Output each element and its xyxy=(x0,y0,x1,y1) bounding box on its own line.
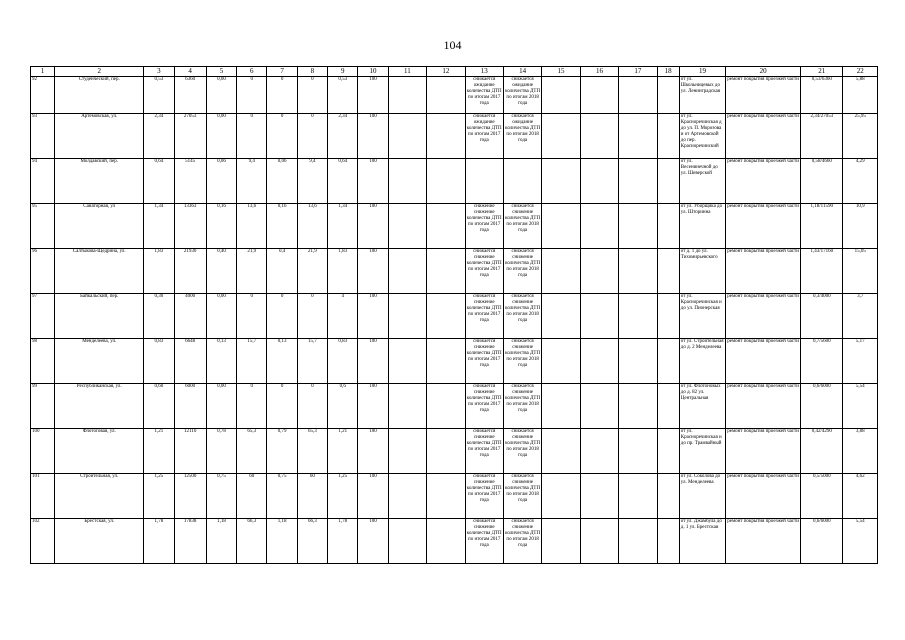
table-cell xyxy=(542,384,580,429)
table-cell: 100 xyxy=(358,249,388,294)
table-cell xyxy=(657,339,679,384)
table-cell xyxy=(619,474,657,519)
table-cell: 0,13 xyxy=(206,339,236,384)
table-cell: 0 xyxy=(237,114,267,159)
table-cell: 1,83 xyxy=(144,249,174,294)
table-cell xyxy=(619,204,657,249)
table-cell: 0,53 xyxy=(144,77,174,114)
table-cell: 0 xyxy=(297,294,327,339)
column-number-cell: 10 xyxy=(358,67,388,77)
table-cell: снижается снижение количества ДТП по итогам 2018 года xyxy=(503,384,541,429)
table-cell: 0,40 xyxy=(206,249,236,294)
table-cell: 100 xyxy=(358,474,388,519)
table-cell: 0,6 xyxy=(328,384,358,429)
table-cell xyxy=(388,429,426,474)
table-cell: 1,83 xyxy=(328,249,358,294)
table-cell: 101 xyxy=(31,474,55,519)
table-cell: 0 xyxy=(237,294,267,339)
table-cell: снижается ожидание количества ДТП по итогам 2018 года xyxy=(503,114,541,159)
table-cell xyxy=(542,204,580,249)
table-cell: 1,34 xyxy=(144,204,174,249)
table-cell: ремонт покрытия проезжей части xyxy=(726,114,801,159)
table-cell: 100 xyxy=(358,384,388,429)
table-cell xyxy=(388,159,426,204)
table-cell xyxy=(619,339,657,384)
table-cell: снижается снижение количества ДТП по итогам 2018 года xyxy=(503,249,541,294)
table-cell: ремонт покрытия проезжей части xyxy=(726,474,801,519)
table-cell: 98 xyxy=(31,339,55,384)
table-cell xyxy=(388,294,426,339)
table-cell xyxy=(619,159,657,204)
table-cell: от ул. Красноречинская д до ул. П. Морозова и от Артемовской до пер. Красноречинский xyxy=(679,114,725,159)
table-cell xyxy=(427,249,465,294)
table-cell xyxy=(657,519,679,564)
table-row xyxy=(31,474,878,519)
table-row xyxy=(31,339,878,384)
table-cell: 100 xyxy=(358,159,388,204)
column-number-cell: 22 xyxy=(843,67,878,77)
table-cell: 3,7 xyxy=(843,294,878,339)
table-cell: 0,64 xyxy=(328,159,358,204)
table-cell: Строительная, ул. xyxy=(55,474,144,519)
table-cell: 21,9 xyxy=(237,249,267,294)
table-cell: 25,95 xyxy=(843,114,878,159)
table-cell: 0,53 xyxy=(328,77,358,114)
table-cell: 6000 xyxy=(174,384,206,429)
table-cell xyxy=(619,294,657,339)
table-cell xyxy=(580,519,618,564)
table-cell xyxy=(580,384,618,429)
column-number-cell: 11 xyxy=(388,67,426,77)
table-cell: 3,88 xyxy=(843,429,878,474)
table-cell: 4000 xyxy=(174,294,206,339)
table-cell: 2,34/27053 xyxy=(801,114,843,159)
table-cell: ремонт покрытия проезжей части xyxy=(726,384,801,429)
table-cell: 0 xyxy=(297,384,327,429)
table-cell: снижается ожидание количества ДТП по итогам 2018 года xyxy=(503,77,541,114)
table-cell: 0,75 xyxy=(267,474,297,519)
column-number-cell: 20 xyxy=(726,67,801,77)
column-number-cell: 6 xyxy=(237,67,267,77)
table-cell: ремонт покрытия проезжей части xyxy=(726,519,801,564)
table-cell: 0,60 xyxy=(144,384,174,429)
table-cell: ремонт покрытия проезжей части xyxy=(726,159,801,204)
road-repair-table xyxy=(30,66,878,564)
table-row xyxy=(31,519,878,564)
column-number-cell: 7 xyxy=(267,67,297,77)
column-number-cell: 13 xyxy=(465,67,503,77)
table-cell xyxy=(542,249,580,294)
table-row xyxy=(31,294,878,339)
table-cell: 0,3/4000 xyxy=(801,294,843,339)
table-cell: 0,6/6000 xyxy=(801,384,843,429)
table-cell: 0,75 xyxy=(206,474,236,519)
table-cell: от ул. Красноречинская и до пр. Трамвайный xyxy=(679,429,725,474)
column-number-cell: 5 xyxy=(206,67,236,77)
table-row xyxy=(31,249,878,294)
column-number-cell: 4 xyxy=(174,67,206,77)
table-cell xyxy=(657,294,679,339)
table-cell: Флотоговая, ул. xyxy=(55,429,144,474)
table-cell: 6648 xyxy=(174,339,206,384)
table-row xyxy=(31,429,878,474)
table-cell: 0,16 xyxy=(206,204,236,249)
table-cell xyxy=(657,249,679,294)
table-cell: 92 xyxy=(31,77,55,114)
table-cell: Молдавский, пер. xyxy=(55,159,144,204)
table-cell: 1,25 xyxy=(328,474,358,519)
table-cell: 0,30 xyxy=(144,294,174,339)
table-cell xyxy=(657,114,679,159)
table-cell: снижается снижение количества ДТП по итогам 2018 года xyxy=(503,429,541,474)
table-cell: 13,6 xyxy=(237,204,267,249)
table-cell xyxy=(388,384,426,429)
table-cell: 1,21 xyxy=(144,429,174,474)
table-cell: 0 xyxy=(297,114,327,159)
table-cell: 0,58/4660 xyxy=(801,159,843,204)
table-cell: 0,06 xyxy=(206,159,236,204)
table-row xyxy=(31,384,878,429)
table-cell: 100 xyxy=(358,114,388,159)
table-cell: 0,78 xyxy=(206,429,236,474)
column-number-cell: 19 xyxy=(679,67,725,77)
table-cell: ремонт покрытия проезжей части xyxy=(726,77,801,114)
table-cell xyxy=(542,114,580,159)
table-cell: 5,17 xyxy=(843,339,878,384)
table-cell: снижается снижение количества ДТП по итогам 2017 года xyxy=(465,294,503,339)
table-cell: 12500 xyxy=(174,474,206,519)
column-number-cell: 16 xyxy=(580,67,618,77)
table-cell: 9,4 xyxy=(237,159,267,204)
table-cell xyxy=(657,204,679,249)
table-cell: 0,6/6000 xyxy=(801,519,843,564)
table-cell: 99 xyxy=(31,384,55,429)
table-cell xyxy=(427,474,465,519)
table-cell: 21,9 xyxy=(297,249,327,294)
table-cell: 60 xyxy=(237,474,267,519)
table-cell: Республиканская, ул. xyxy=(55,384,144,429)
table-cell: 1,34 xyxy=(328,204,358,249)
table-cell xyxy=(657,77,679,114)
table-cell: 1,18/11590 xyxy=(801,204,843,249)
table-cell: 1,78 xyxy=(144,519,174,564)
table-cell xyxy=(542,159,580,204)
table-cell: 100 xyxy=(358,519,388,564)
table-cell: 4,62 xyxy=(843,474,878,519)
table-cell: Санаторная, ул xyxy=(55,204,144,249)
table-cell: 13,6 xyxy=(297,204,327,249)
table-cell: от д. 1 до ул. Тихомирьевского xyxy=(679,249,725,294)
table-cell xyxy=(388,519,426,564)
table-cell xyxy=(388,204,426,249)
table-cell xyxy=(503,159,541,204)
table-cell: 100 xyxy=(31,429,55,474)
table-cell xyxy=(542,294,580,339)
table-cell xyxy=(427,159,465,204)
table-cell: 1,78 xyxy=(328,519,358,564)
table-cell: 0 xyxy=(297,77,327,114)
table-cell: снижается снижение количества ДТП по итогам 2017 года xyxy=(465,474,503,519)
table-cell: 102 xyxy=(31,519,55,564)
table-row xyxy=(31,77,878,114)
table-cell: 66,3 xyxy=(237,519,267,564)
table-cell: снижается снижение количества ДТП по итогам 2017 года xyxy=(465,249,503,294)
table-cell: 0,83 xyxy=(144,339,174,384)
table-cell: снижается снижение количества ДТП по итогам 2018 года xyxy=(503,294,541,339)
table-cell: Салтыкова-Щедрина, ул. xyxy=(55,249,144,294)
table-cell xyxy=(542,474,580,519)
table-cell: 6360 xyxy=(174,77,206,114)
table-cell: снижается ожидание количества ДТП по итогам 2017 года xyxy=(465,114,503,159)
table-cell: Студенческий, пер. xyxy=(55,77,144,114)
table-cell: 0 xyxy=(267,114,297,159)
table-cell xyxy=(388,114,426,159)
table-cell: снижение снижение количества ДТП по итогам 2017 года xyxy=(465,204,503,249)
table-cell xyxy=(619,249,657,294)
table-cell: от ул. Красноречинская и до ул. Пионерская xyxy=(679,294,725,339)
table-cell: 0 xyxy=(267,384,297,429)
table-cell: 9,4 xyxy=(297,159,327,204)
table-row xyxy=(31,159,878,204)
table-cell: 5,88 xyxy=(843,77,878,114)
table-cell: от ул. Уборщика до ул. Шторинна xyxy=(679,204,725,249)
table-cell: снижается снижение количества ДТП по итогам 2017 года xyxy=(465,519,503,564)
table-cell: от ул. Соколова до ул. Менделеева xyxy=(679,474,725,519)
table-cell: 0,06 xyxy=(267,159,297,204)
column-number-cell: 17 xyxy=(619,67,657,77)
table-cell xyxy=(580,474,618,519)
table-cell: 27053 xyxy=(174,114,206,159)
table-cell: снижается снижение количества ДТП по итогам 2017 года xyxy=(465,339,503,384)
table-cell xyxy=(580,204,618,249)
column-number-cell: 14 xyxy=(503,67,541,77)
table-cell: снижается снижение количества ДТП по итогам 2018 года xyxy=(503,204,541,249)
table-cell: 0 xyxy=(267,294,297,339)
table-cell: ремонт покрытия проезжей части xyxy=(726,249,801,294)
table-cell: 15,05 xyxy=(843,249,878,294)
table-cell: 15,7 xyxy=(237,339,267,384)
table-cell: 1,25 xyxy=(144,474,174,519)
column-number-cell: 3 xyxy=(144,67,174,77)
table-cell: 17838 xyxy=(174,519,206,564)
column-number-cell: 18 xyxy=(657,67,679,77)
table-cell: 66,3 xyxy=(297,519,327,564)
table-cell xyxy=(388,77,426,114)
table-cell: 0 xyxy=(267,77,297,114)
table-cell: 0,7/5600 xyxy=(801,339,843,384)
table-cell: снижается снижение количества ДТП по итогам 2017 года xyxy=(465,429,503,474)
column-number-cell: 8 xyxy=(297,67,327,77)
table-row xyxy=(31,204,878,249)
table-cell xyxy=(388,474,426,519)
table-cell: 0 xyxy=(237,384,267,429)
table-cell: снижается снижение количества ДТП по итогам 2018 года xyxy=(503,339,541,384)
table-cell: от ул. Флотоновых до д. 82 ул. Центральная xyxy=(679,384,725,429)
table-cell: 100 xyxy=(358,77,388,114)
table-row xyxy=(31,114,878,159)
table-cell: 5145 xyxy=(174,159,206,204)
table-cell xyxy=(542,339,580,384)
table-cell: 0,83 xyxy=(328,339,358,384)
table-cell: 93 xyxy=(31,114,55,159)
table-cell xyxy=(427,339,465,384)
table-cell xyxy=(427,384,465,429)
table-cell: 0,00 xyxy=(206,294,236,339)
table-cell xyxy=(580,77,618,114)
table-cell: снижается снижение количества ДТП по итогам 2018 года xyxy=(503,519,541,564)
table-cell xyxy=(580,429,618,474)
table-cell: от ул. Строительная до д. 2 Менделеева xyxy=(679,339,725,384)
table-cell: 10,9 xyxy=(843,204,878,249)
table-cell: 95 xyxy=(31,204,55,249)
table-cell xyxy=(427,519,465,564)
column-number-row xyxy=(31,67,878,77)
table-cell: 1,43/17160 xyxy=(801,249,843,294)
table-cell xyxy=(657,474,679,519)
table-cell: 2,34 xyxy=(328,114,358,159)
table-cell: ремонт покрытия проезжей части xyxy=(726,294,801,339)
table-cell xyxy=(427,114,465,159)
table-cell: 0,53/6360 xyxy=(801,77,843,114)
table-cell: 0,13 xyxy=(267,339,297,384)
table-cell: 0,64 xyxy=(144,159,174,204)
table-cell: 65,3 xyxy=(237,429,267,474)
table-cell: от ул. Джамбула до д. 1 ул. Брестская xyxy=(679,519,725,564)
column-number-cell: 2 xyxy=(55,67,144,77)
table-cell: 21930 xyxy=(174,249,206,294)
table-cell xyxy=(542,77,580,114)
table-cell: 94 xyxy=(31,159,55,204)
table-cell: 4 xyxy=(328,294,358,339)
table-cell xyxy=(580,339,618,384)
table-cell: снижается ожидание количества ДТП по итогам 2017 года xyxy=(465,77,503,114)
table-cell: 0,00 xyxy=(206,114,236,159)
table-cell: 15,7 xyxy=(297,339,327,384)
table-cell: 1,21 xyxy=(328,429,358,474)
table-cell xyxy=(619,429,657,474)
table-cell: снижается снижение количества ДТП по итогам 2017 года xyxy=(465,384,503,429)
table-cell xyxy=(580,114,618,159)
column-number-cell: 9 xyxy=(328,67,358,77)
table-cell: 100 xyxy=(358,339,388,384)
table-cell xyxy=(580,249,618,294)
table-cell xyxy=(388,249,426,294)
table-cell xyxy=(427,204,465,249)
table-cell: 0,79 xyxy=(267,429,297,474)
table-cell: 65,3 xyxy=(297,429,327,474)
column-number-cell: 1 xyxy=(31,67,55,77)
table-cell xyxy=(619,77,657,114)
table-cell: Менделеева, ул. xyxy=(55,339,144,384)
table-cell xyxy=(542,429,580,474)
table-cell: 0 xyxy=(237,77,267,114)
table-cell xyxy=(427,77,465,114)
table-cell: 12110 xyxy=(174,429,206,474)
table-cell: 13363 xyxy=(174,204,206,249)
column-number-cell: 12 xyxy=(427,67,465,77)
table-cell xyxy=(619,114,657,159)
table-cell: 0,00 xyxy=(206,77,236,114)
table-cell: 0,00 xyxy=(206,384,236,429)
table-cell: ремонт покрытия проезжей части xyxy=(726,429,801,474)
table-cell: 5,54 xyxy=(843,519,878,564)
table-cell xyxy=(427,429,465,474)
table-cell: 100 xyxy=(358,294,388,339)
table-cell xyxy=(427,294,465,339)
table-cell xyxy=(657,429,679,474)
table-cell: от ул. Школьницевых до ул. Ленинградская xyxy=(679,77,725,114)
table-cell: 0,16 xyxy=(267,204,297,249)
table-cell: ремонт покрытия проезжей части xyxy=(726,339,801,384)
table-cell: 60 xyxy=(297,474,327,519)
table-cell: 0,42/4290 xyxy=(801,429,843,474)
table-cell: 1,18 xyxy=(267,519,297,564)
table-cell xyxy=(580,159,618,204)
table-cell: 100 xyxy=(358,204,388,249)
table-cell: 1,18 xyxy=(206,519,236,564)
table-cell xyxy=(580,294,618,339)
table-cell: 2,34 xyxy=(144,114,174,159)
table-cell xyxy=(388,339,426,384)
table-cell xyxy=(619,519,657,564)
column-number-cell: 15 xyxy=(542,67,580,77)
table-cell: 0,4 xyxy=(267,249,297,294)
page-number: 104 xyxy=(443,38,462,52)
table-cell: снижается снижение количества ДТП по итогам 2018 года xyxy=(503,474,541,519)
table-cell: 0,5/5000 xyxy=(801,474,843,519)
column-number-cell: 21 xyxy=(801,67,843,77)
table-cell: 5,54 xyxy=(843,384,878,429)
table-cell xyxy=(657,384,679,429)
table-cell: Артемовская, ул. xyxy=(55,114,144,159)
table-cell: 97 xyxy=(31,294,55,339)
table-cell: 96 xyxy=(31,249,55,294)
table-cell xyxy=(542,519,580,564)
table-cell: Байкальский, пер. xyxy=(55,294,144,339)
table-cell xyxy=(619,384,657,429)
table-cell: от ул. Весенинечной до ул. Шеверской xyxy=(679,159,725,204)
table-cell: Брестская, ул. xyxy=(55,519,144,564)
table-cell: 100 xyxy=(358,429,388,474)
table-cell xyxy=(465,159,503,204)
table-cell: ремонт покрытия проезжей части xyxy=(726,204,801,249)
table-cell: 4,29 xyxy=(843,159,878,204)
table-cell xyxy=(657,159,679,204)
